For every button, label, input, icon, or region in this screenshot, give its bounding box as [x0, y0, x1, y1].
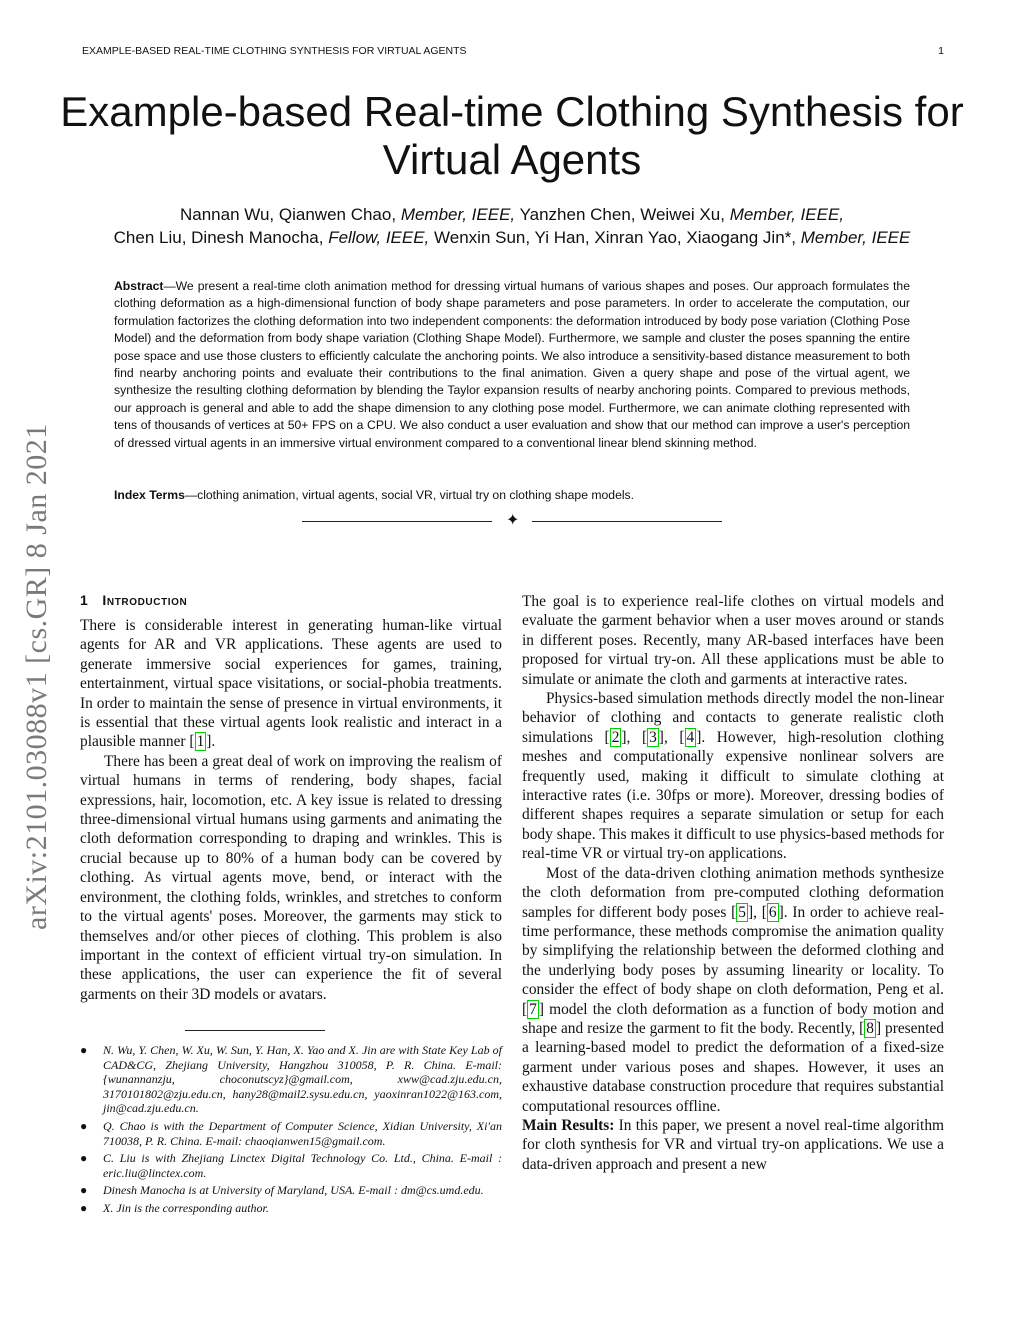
arxiv-stamp: arXiv:2101.03088v1 [cs.GR] 8 Jan 2021	[20, 423, 53, 930]
p2-text-b: . However, high-resolution clothing meshes and computationally expensive nonlinear solvers are frequently used, making it difficult to simulate clothing at interactive rates (i.e. 30fps or more). Moreover, dressing bodies of different shapes requires a separate simulation or setup for each body shape. This makes it difficult to use physics-based methods for real-time VR or virtual try-on applications.	[522, 728, 945, 863]
author-list	[40, 203, 984, 249]
citation-link[interactable]: 1	[196, 733, 205, 751]
footnote-item	[80, 1043, 502, 1116]
diamond-icon: ✦	[506, 512, 520, 529]
citation-link[interactable]: 2	[611, 728, 620, 746]
separator: ,	[663, 728, 680, 746]
membership-3: Fellow, IEEE,	[328, 228, 430, 247]
left-column	[80, 590, 502, 1004]
divider-line-right	[532, 521, 722, 522]
footnote-item	[80, 1183, 502, 1198]
footnote-item	[80, 1201, 502, 1216]
right-paragraph-1: The goal is to experience real-life clothes on virtual models and evaluate the garment behavior when a user moves around or stands in different poses. Recently, many AR-based interfaces have been proposed for virtual try-on. All these applications must be able to simulate or animate the cloth and garments at interactive rates.	[522, 593, 944, 688]
intro-paragraph-1: There is considerable interest in generating human-like virtual agents for AR and VR applications. These agents are used to generate immersive social experiences for games, training, entertainment, virtual space visitations, or social-phobia treatments. In order to maintain the sense of presence in virtual environments, it is essential that these virtual agents look realistic and interact in a plausible manner [ 1 ].	[80, 617, 502, 751]
section-divider	[302, 512, 722, 532]
separator: ,	[626, 728, 642, 746]
running-header	[82, 45, 944, 57]
paper-title	[40, 88, 984, 184]
footnote-item	[80, 1151, 502, 1180]
index-terms-label: Index Terms	[114, 488, 185, 502]
section-title: Introduction	[102, 592, 188, 608]
right-paragraph-2: Physics-based simulation methods directly model the non-linear behavior of clothing and contacts to generate realistic cloth simulations [ 2 ], [ 3 ], [ 4 ]. However, high-resolution clothing meshes and computationally expensive nonlinear solvers are frequently used, making it difficult to simulate clothing at interactive rates (i.e. 30fps or more). Moreover, dressing bodies of different shapes requires a separate simulation or setup for each body shape. This makes it difficult to use physics-based methods for real-time VR or virtual try-on applications.	[522, 690, 945, 863]
citation-link[interactable]: 8	[866, 1019, 874, 1037]
section-number: 1	[80, 592, 89, 608]
bullet-icon: ●	[80, 1118, 88, 1133]
running-title: EXAMPLE-BASED REAL-TIME CLOTHING SYNTHESIS FOR VIRTUAL AGENTS	[82, 45, 467, 57]
divider-line-left	[302, 521, 492, 522]
abstract	[114, 278, 910, 452]
p2-text-a: Physics-based simulation methods directly model the non-linear behavior of clothing and contacts to generate realistic cloth simulations	[522, 690, 944, 746]
authors-group-2: Yanzhen Chen, Weiwei Xu,	[519, 205, 725, 224]
intro-p1-end: .	[211, 733, 216, 751]
footnote-text: Q. Chao is with the Department of Computer Science, Xidian University, Xi'an 710038, P. R. China. E-mail: chaoqianwen15@gmail.com.	[103, 1118, 502, 1148]
main-results-label: Main Results:	[522, 1116, 615, 1134]
title-line-1: Example-based Real-time Clothing Synthesis for	[60, 88, 964, 135]
citation-link[interactable]: 5	[738, 903, 746, 921]
right-column	[522, 592, 944, 1174]
p3-text-d: presented a learning-based model to predict the deformation of a fixed-size garment under various poses and shapes. However, it uses an exhaustive database construction procedure that requires substantial computational resources offline.	[522, 1019, 944, 1115]
section-heading	[80, 590, 502, 610]
abstract-text: —We present a real-time cloth animation method for dressing virtual humans of various shapes and poses. Our approach formulates the clothing deformation as a high-dimensional function of body shape parameters and pose parameters. In order to accelerate the computation, our formulation factorizes the clothing deformation into two independent components: the deformation introduced by body pose variation (Clothing Pose Model) and the deformation from body shape variation (Clothing Shape Model). Furthermore, we sample and cluster the poses spanning the entire pose space and use those clusters to efficiently calculate the anchoring points. We also introduce a sensitivity-based distance measurement to both find nearby anchoring points and evaluate their contributions to the final animation. Given a query shape and pose of the virtual agent, we synthesize the resulting clothing deformation by blending the Taylor expansion results of nearby anchoring points. Compared to previous methods, our approach is general and able to add the shape dimension to any clothing pose model. Furthermore, we can animate clothing represented with tens of thousands of vertices at 50+ FPS on a CPU. We also conduct a user evaluation and show that our method can improve a user's perception of dressed virtual agents in an immersive virtual environment compared to a conventional linear blend skinning method.	[114, 279, 910, 450]
intro-p1-text: There is considerable interest in generating human-like virtual agents for AR and VR applications. These agents are used to generate immersive social experiences for games, training, entertainment, virtual space visitations, or social-phobia treatments. In order to maintain the sense of presence in virtual environments, it is essential that these virtual agents look realistic and interact in a plausible manner	[80, 617, 502, 751]
right-paragraph-3: Most of the data-driven clothing animation methods synthesize the cloth deformation from pre-computed clothing deformation samples for different body poses [ 5 ], [ 6 ]. In order to achieve real-time performance, these methods compromise the animation quality by simplifying the relationship between the deformed clothing and the underlying body poses by assuming linearity or locality. To consider the effect of body shape on cloth deformation, Peng et al. [ 7 ] model the cloth deformation as a function of body motion and shape and resize the garment to fit the body. Recently, [ 8 ] presented a learning-based model to predict the deformation of a fixed-size garment under various poses and shapes. However, it uses an exhaustive database construction procedure that requires substantial computational resources offline.	[522, 864, 944, 1115]
authors-group-1: Nannan Wu, Qianwen Chao,	[179, 205, 397, 224]
index-terms-text: —clothing animation, virtual agents, social VR, virtual try on clothing shape models.	[184, 488, 635, 502]
membership-2: Member, IEEE,	[729, 205, 845, 224]
citation-link[interactable]: 3	[649, 728, 657, 746]
citation-link[interactable]: 6	[768, 903, 777, 921]
authors-group-3: Chen Liu, Dinesh Manocha,	[113, 228, 324, 247]
footnote-text: C. Liu is with Zhejiang Linctex Digital Technology Co. Ltd., China. E-mail : eric.liu@linctex.com.	[103, 1151, 502, 1180]
p3-text-a: Most of the data-driven clothing animation methods synthesize the cloth deformation from pre-computed clothing deformation samples for different body poses	[522, 864, 944, 921]
bullet-icon: ●	[80, 1151, 88, 1166]
page-number: 1	[938, 45, 944, 57]
intro-paragraph-2: There has been a great deal of work on improving the realism of virtual humans in terms of rendering, body shapes, facial expressions, hair, locomotion, etc. A key issue is related to dressing three-dimensional virtual humans using garments and animating the cloth deformation corresponding to draping and wrinkles. This is crucial because up to 80% of a human body can be covered by clothing. As virtual agents move, bend, or interact with the environment, the clothing folds, wrinkles, and stretches to conform to the virtual agents' poses. Moreover, the garments may stick to themselves and/or other pieces of clothing. This problem is also important in the context of efficient virtual try-on simulation. In these applications, the user can experience the fit of several garments on their 3D models or avatars.	[80, 752, 502, 1003]
membership-1: Member, IEEE,	[400, 205, 516, 224]
footnote-text: N. Wu, Y. Chen, W. Xu, W. Sun, Y. Han, X. Yao and X. Jin are with State Key Lab of CAD&CG, Zhejiang University, Hangzhou 310058, P. R. China. E-mail: {wunannanzju, choconutscyz}@gmail.com, xww@cad.zju.edu.cn, 3170101802@zju.edu.cn, hany28@mail2.sysu.edu.cn, yaoxinran1022@163.com, jin@cad.zju.edu.cn.	[103, 1043, 502, 1116]
abstract-label: Abstract	[114, 279, 164, 293]
separator: ,	[753, 903, 762, 921]
main-results-text: In this paper, we present a novel real-time algorithm for cloth synthesis for VR and virtual try-on applications. We use a data-driven approach and present a new	[522, 1116, 944, 1173]
citation-link[interactable]: 7	[529, 1000, 537, 1018]
membership-4: Member, IEEE	[800, 228, 911, 247]
citation-link[interactable]: 4	[686, 728, 695, 746]
p3-text-b: . In order to achieve real-time performance, these methods compromise the animation quality by simplifying the relationship between the deformed clothing and the underlying body poses by assuming linearity or locality. To consider the effect of body shape on cloth deformation, Peng et al.	[522, 903, 944, 999]
index-terms	[114, 487, 910, 504]
title-line-2: Virtual Agents	[382, 136, 642, 183]
footnote-text: Dinesh Manocha is at University of Maryland, USA. E-mail : dm@cs.umd.edu.	[103, 1183, 484, 1198]
bullet-icon: ●	[80, 1200, 88, 1215]
bullet-icon: ●	[80, 1043, 88, 1057]
footnote-item	[80, 1119, 502, 1148]
p3-text-c: model the cloth deformation as a function of body motion and shape and resize the garment to fit the body. Recently,	[522, 1000, 944, 1037]
footnote-rule	[185, 1030, 325, 1031]
footnote-text: X. Jin is the corresponding author.	[103, 1200, 269, 1215]
main-results-paragraph	[522, 1116, 944, 1174]
affiliation-footnotes	[80, 1043, 502, 1219]
bullet-icon: ●	[80, 1183, 88, 1198]
authors-group-4: Wenxin Sun, Yi Han, Xinran Yao, Xiaogang Jin*,	[434, 228, 796, 247]
